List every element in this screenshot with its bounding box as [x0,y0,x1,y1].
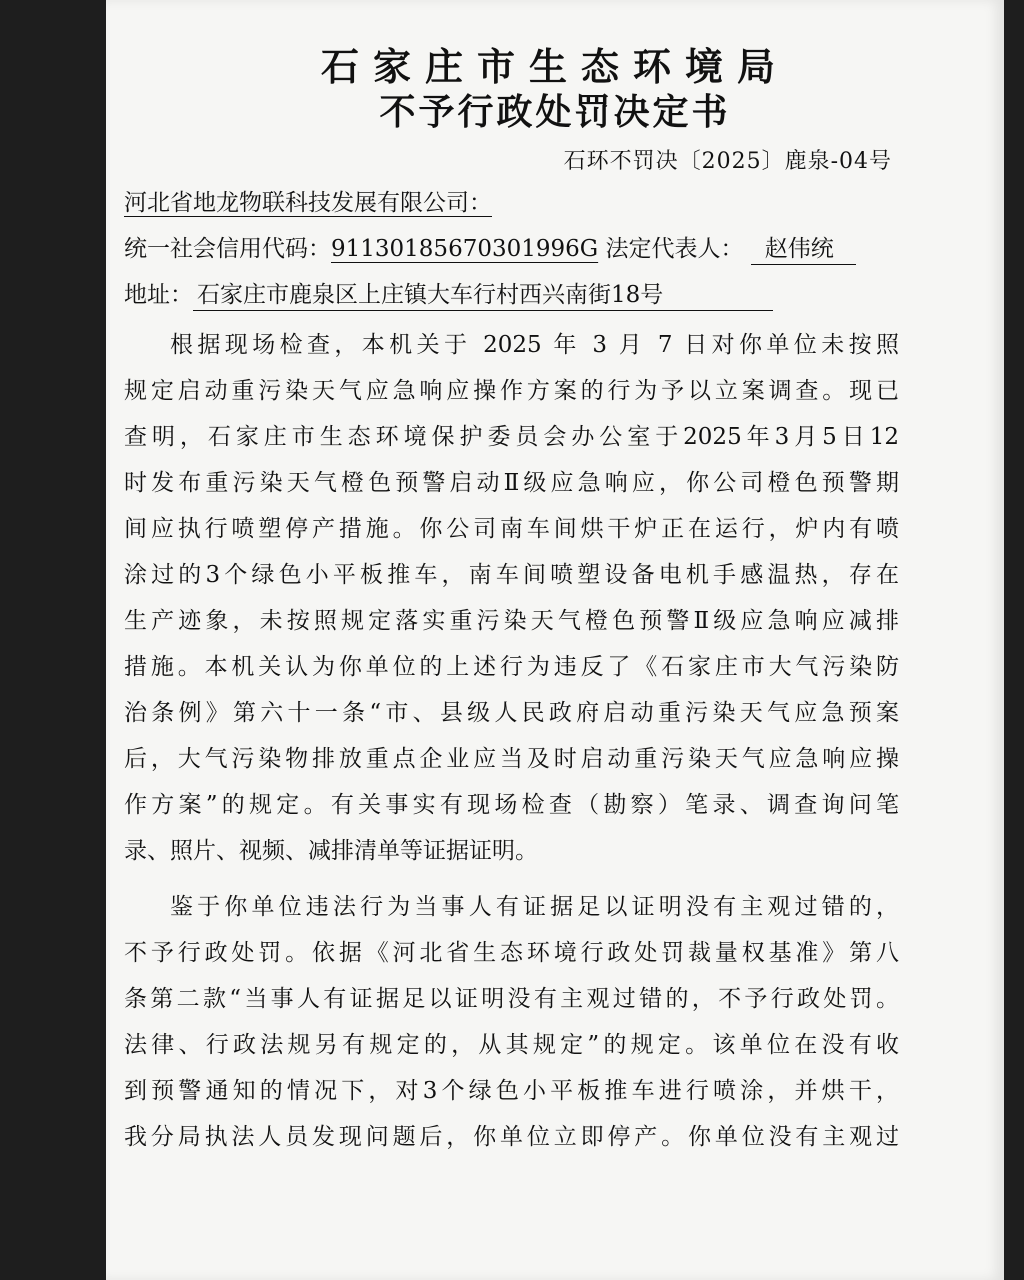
body-line: 法律、行政法规另有规定的，从其规定”的规定。该单位在没有收 [124,1032,899,1058]
body-line: 根据现场检查，本机关于 2025 年 3 月 7 日对你单位未按照 [170,332,899,358]
document-number: 石环不罚决〔2025〕鹿泉-04号 [563,149,892,174]
body-line: 间应执行喷塑停产措施。你公司南车间烘干炉正在运行，炉内有喷 [124,516,899,542]
agency-title: 石家庄市生态环境局 [320,45,789,89]
body-line: 作方案”的规定。有关事实有现场检查（勘察）笔录、调查询问笔 [124,792,899,818]
body-line: 条第二款“当事人有证据足以证明没有主观过错的，不予行政处罚。 [124,986,899,1012]
body-line: 措施。本机关认为你单位的上述行为违反了《石家庄市大气污染防 [124,654,899,680]
body-line: 规定启动重污染天气应急响应操作方案的行为予以立案调查。现已 [124,378,899,404]
paragraph-decision [124,884,899,1160]
party-name-line [124,180,899,226]
party-info [124,180,899,318]
document-page [106,0,1004,1280]
address-label: 地址： [124,282,193,308]
body-line: 生产迹象，未按照规定落实重污染天气橙色预警Ⅱ级应急响应减排 [124,608,899,634]
body-line: 鉴于你单位违法行为当事人有证据足以证明没有主观过错的， [170,894,899,920]
body-line: 查明，石家庄市生态环境保护委员会办公室于2025年3月5日12 [124,424,899,450]
address-value: 石家庄市鹿泉区上庄镇大车行村西兴南街18号 [193,280,773,311]
credit-line [124,226,899,272]
body-line: 治条例》第六十一条“市、县级人民政府启动重污染天气应急预案 [124,700,899,726]
body-line: 后，大气污染物排放重点企业应当及时启动重污染天气应急响应操 [124,746,899,772]
credit-label: 统一社会信用代码： [124,236,331,262]
rep-label: 法定代表人： [605,236,744,262]
body-line: 我分局执法人员发现问题后，你单位立即停产。你单位没有主观过 [124,1124,899,1150]
body-line: 到预警通知的情况下，对3个绿色小平板推车进行喷涂，并烘干， [124,1078,899,1104]
paragraph-facts [124,322,899,874]
rep-name: 赵伟统 [751,234,856,265]
body-line: 涂过的3个绿色小平板推车，南车间喷塑设备电机手感温热，存在 [124,562,899,588]
document-title: 不予行政处罚决定书 [379,92,731,133]
party-name: 河北省地龙物联科技发展有限公司： [124,190,492,216]
body-line: 时发布重污染天气橙色预警启动Ⅱ级应急响应，你公司橙色预警期 [124,470,899,496]
body-line: 录、照片、视频、减排清单等证据证明。 [124,838,538,864]
body-line: 不予行政处罚。依据《河北省生态环境行政处罚裁量权基准》第八 [124,940,899,966]
credit-code: 91130185670301996G [331,236,599,262]
address-line [124,272,899,318]
